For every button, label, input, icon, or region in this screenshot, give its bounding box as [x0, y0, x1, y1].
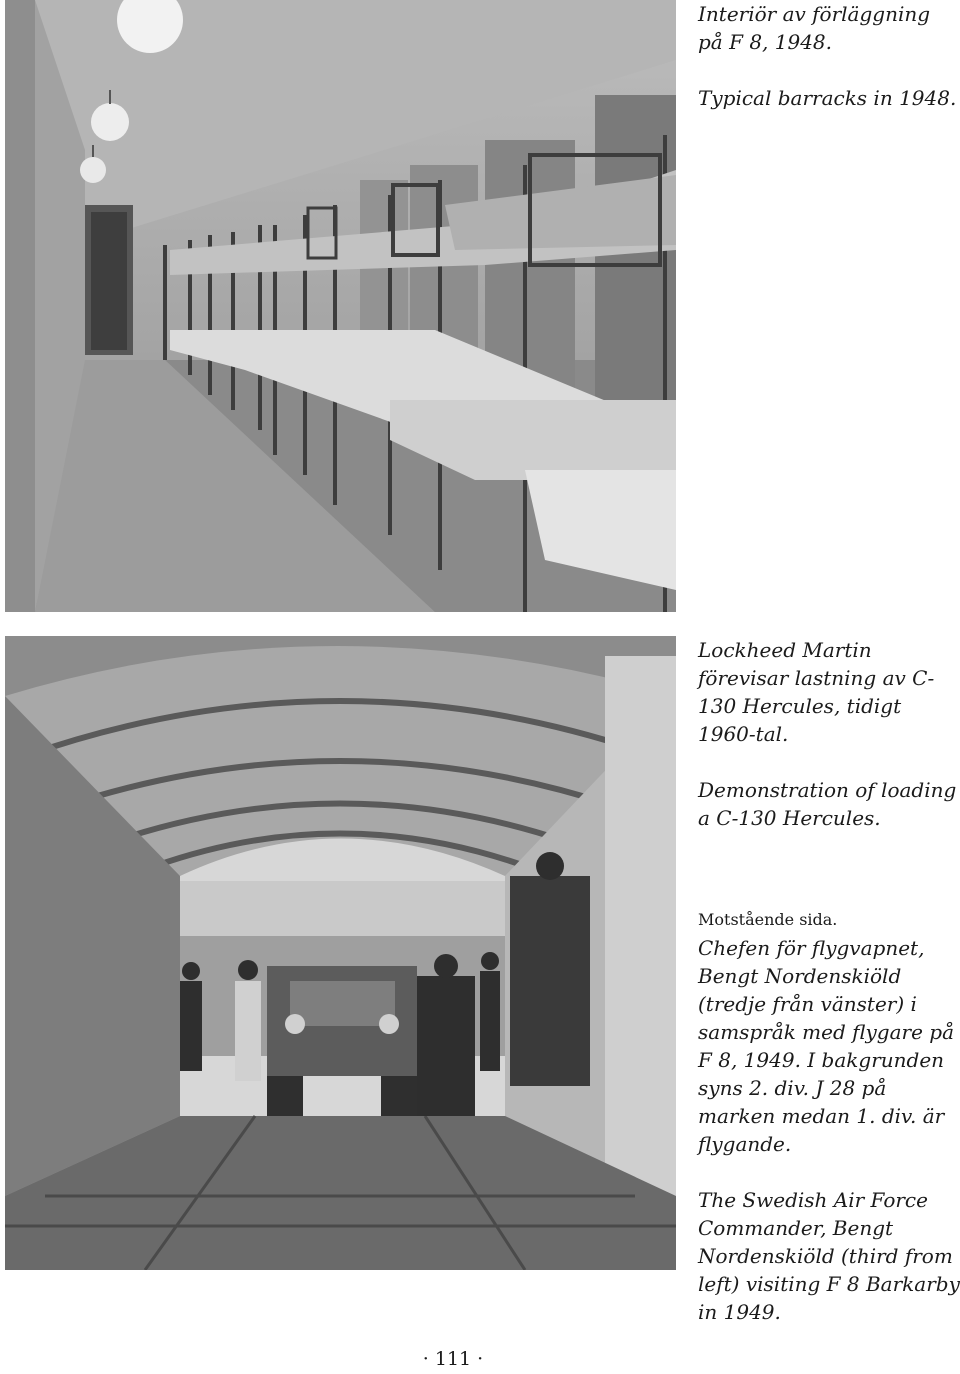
hercules-caption: [698, 636, 960, 832]
barracks-illustration: [5, 0, 676, 612]
barracks-caption-en: Typical barracks in 1948.: [698, 86, 957, 110]
hercules-caption-en: Demonstration of loading a C-130 Hercules.: [698, 778, 957, 830]
barracks-caption: [698, 0, 960, 112]
barracks-caption-sv: Interiör av förläggning på F 8, 1948.: [698, 2, 931, 54]
opposite-caption-en: The Swedish Air Force Commander, Bengt Nordenskiöld (third from left) visiting F 8 Barkarby in 1949.: [698, 1188, 960, 1324]
opposite-page-caption: [698, 906, 960, 1326]
hercules-illustration: [5, 636, 676, 1270]
page-number: · 111 ·: [422, 1348, 484, 1370]
opposite-caption-sv: Chefen för flygvapnet, Bengt Nordenskiöld (tredje från vänster) i samspråk med flygare på F 8, 1949. I bakgrunden syns 2. div. J 28 på marken medan 1. div. är flygande.: [698, 936, 954, 1156]
opposite-page-reference: Motstående sida.: [698, 910, 838, 929]
barracks-photo: [5, 0, 676, 612]
hercules-photo: [5, 636, 676, 1270]
hercules-caption-sv: Lockheed Martin förevisar lastning av C-130 Hercules, tidigt 1960-tal.: [698, 638, 935, 746]
